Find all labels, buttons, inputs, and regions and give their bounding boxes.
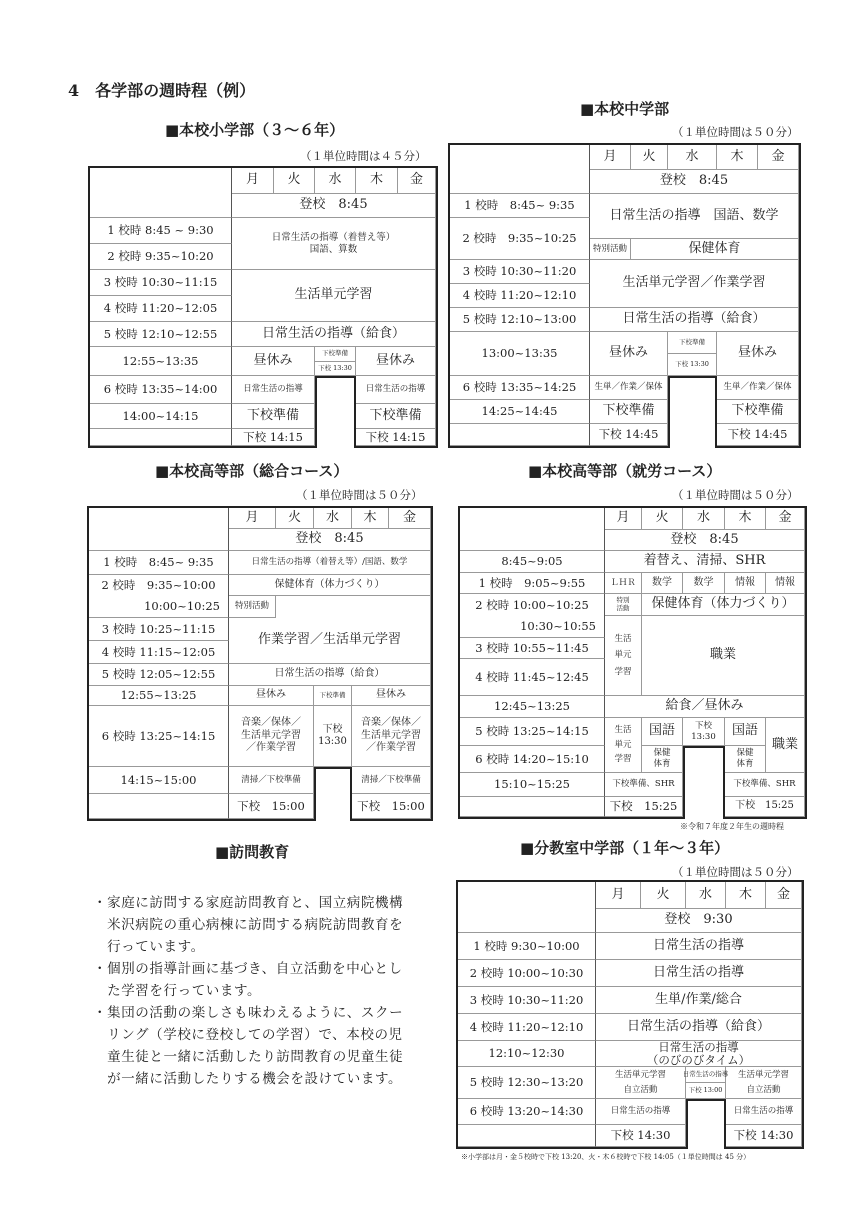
day-mon: 月 (232, 168, 274, 194)
activity-line: ／作業学習 (366, 742, 416, 754)
day-thu: 木 (352, 508, 389, 529)
special-activity (605, 594, 642, 616)
timetable-elementary (88, 166, 438, 448)
period-2: 2 校時 9:35~10:25 (450, 218, 590, 260)
section-heading: 4 各学部の週時程（例） (68, 81, 256, 100)
life-line: 単元 (614, 739, 632, 750)
prep: 下校準備、SHR (605, 773, 683, 797)
health-pe (642, 746, 683, 773)
prep: 下校準備 (590, 400, 668, 424)
day-fri: 金 (766, 508, 805, 530)
leave: 下校 15:25 (725, 797, 805, 817)
hp-line: 体育 (736, 759, 754, 769)
arrival: 登校 9:30 (596, 909, 802, 933)
cleaning-time: 14:15~15:00 (89, 767, 229, 794)
activity-3: 生単/作業/総合 (596, 987, 802, 1014)
day-thu: 木 (726, 882, 766, 909)
activity-line: 自立活動 (623, 1084, 658, 1095)
free-time: 12:10~12:30 (458, 1041, 596, 1067)
prep: 下校準備、SHR (725, 773, 805, 797)
special-activity: 特別活動 (590, 239, 631, 260)
activity-line: 日常生活の指導 (658, 1040, 739, 1055)
blank-cell (450, 424, 590, 446)
period-1: 1 校時 9:05~9:55 (460, 573, 605, 594)
t5-footnote: ※小学部は月・金５校時で下校 13:20、火・木６校時で下校 14:05（１単位時間は 45 分） (461, 1153, 751, 1161)
lunch-break: 昼休み (229, 686, 314, 706)
wed-prep: 下校準備 (314, 686, 352, 706)
activity-line: 自立活動 (746, 1084, 781, 1095)
cleaning: 清掃／下校準備 (229, 767, 314, 794)
health-pe: 保健体育（体力づくり） (642, 594, 805, 616)
t3-unit-note: （１単位時間は５０分） (296, 488, 423, 502)
arrival: 登校 8:45 (229, 529, 431, 551)
period-5: 5 校時 12:10~13:00 (450, 308, 590, 332)
blank-cell (90, 429, 232, 446)
prep-time: 14:00~14:15 (90, 404, 232, 429)
leave: 下校 14:30 (726, 1125, 802, 1147)
period-6: 6 校時 13:35~14:00 (90, 376, 232, 404)
blank-cell (460, 797, 605, 817)
japanese: 国語 (725, 718, 766, 746)
day-tue: 火 (631, 145, 668, 170)
wed-early-leave (668, 332, 717, 376)
life-unit-study (605, 616, 642, 696)
wed-empty (314, 767, 352, 821)
activity-5: 日常生活の指導（給食） (229, 664, 431, 686)
life-line: 生活 (614, 634, 632, 645)
period-2: 2 校時 10:00~10:30 (458, 960, 596, 987)
activity-6: 日常生活の指導 (356, 376, 436, 404)
wed-early-leave (682, 1067, 729, 1099)
activity-line: ／作業学習 (246, 742, 296, 754)
day-tue: 火 (276, 508, 314, 529)
period-1: 1 校時 8:45 ~ 9:30 (90, 218, 232, 244)
period-1: 1 校時 8:45~ 9:35 (450, 194, 590, 218)
period-2: 2 校時 9:35~10:20 (90, 244, 232, 270)
leave-label: 下校 (322, 723, 343, 735)
leave: 下校 15:00 (229, 794, 314, 819)
period-5: 5 校時 12:05~12:55 (89, 664, 229, 686)
period-6: 6 校時 13:20~14:30 (458, 1099, 596, 1125)
activity-1-2: 日常生活の指導 国語、数学 (590, 194, 799, 239)
leave: 下校 14:15 (356, 429, 436, 446)
day-thu: 木 (356, 168, 398, 194)
vocational: 職業 (766, 718, 805, 773)
period-2b-time: 10:30~10:55 (520, 619, 596, 634)
lunch-break: 昼休み (356, 347, 436, 376)
wed-empty (683, 746, 725, 819)
activity-3-4: 作業学習／生活単元学習 (229, 618, 431, 664)
day-tue: 火 (642, 508, 683, 530)
period-5: 5 校時 13:25~14:15 (460, 718, 605, 746)
activity-line: 生活単元学習 (737, 1070, 789, 1081)
period-2-time: 2 校時 9:35~10:00 (101, 578, 216, 593)
activity-line: 音楽／保体／ (241, 717, 301, 729)
period-3: 3 校時 10:55~11:45 (460, 638, 605, 659)
arrival: 登校 8:45 (590, 170, 799, 194)
period-2-time: 2 校時 10:00~10:25 (475, 597, 589, 612)
lunch-break-time: 12:55~13:25 (89, 686, 229, 706)
info: 情報 (766, 573, 805, 594)
vocational: 職業 (642, 616, 805, 696)
day-fri: 金 (389, 508, 431, 529)
activity-line: 国語、算数 (309, 243, 358, 255)
period-3: 3 校時 10:30~11:20 (450, 260, 590, 284)
day-mon: 月 (605, 508, 642, 530)
period-4: 4 校時 11:20~12:05 (90, 296, 232, 322)
prep: 下校準備 (232, 404, 315, 429)
day-wed: 水 (683, 508, 725, 530)
activity-5: 日常生活の指導（給食） (590, 308, 799, 332)
special-activity: 特別活動 (229, 596, 276, 618)
blank-cell (276, 596, 431, 618)
lunch-break: 昼休み (717, 332, 799, 376)
day-fri: 金 (758, 145, 799, 170)
lunch-break-time: 13:00~13:35 (450, 332, 590, 376)
period-1: 1 校時 8:45~ 9:35 (89, 551, 229, 575)
activity-1: 日常生活の指導 (596, 933, 802, 960)
activity-6: 日常生活の指導 (726, 1099, 802, 1125)
corner-cell (458, 882, 596, 933)
prep: 下校準備 (356, 404, 436, 429)
timetable-branch-junior-high (456, 880, 804, 1149)
hp-line: 保健 (653, 748, 671, 759)
period-2b-time: 10:00~10:25 (144, 599, 220, 614)
text-line: ・家庭に訪問する家庭訪問教育と、国立病院機構 (93, 895, 404, 911)
day-wed: 水 (668, 145, 717, 170)
activity-1: 日常生活の指導（着替え等）/国語、数学 (229, 551, 431, 575)
text-line: ・個別の指導計画に基づき、自立活動を中心とし (93, 961, 403, 977)
day-fri: 金 (398, 168, 436, 194)
life-line: 単元 (614, 650, 632, 661)
prep-time: 15:10~15:25 (460, 773, 605, 797)
free-activity (596, 1041, 802, 1067)
activity-3-4: 生活単元学習／作業学習 (590, 260, 799, 308)
activity-5 (596, 1067, 686, 1099)
t1-unit-note: （１単位時間は４５分） (300, 149, 427, 163)
leave-time: 13:30 (691, 731, 716, 742)
period-4: 4 校時 11:15~12:05 (89, 641, 229, 664)
arrival: 登校 8:45 (232, 194, 436, 218)
day-tue: 火 (274, 168, 315, 194)
activity-line: 生活単元学習 (241, 729, 301, 741)
wed-empty (686, 1099, 726, 1149)
day-wed: 水 (314, 508, 352, 529)
japanese: 国語 (642, 718, 683, 746)
health-pe (725, 746, 766, 773)
period-4: 4 校時 11:45~12:45 (460, 659, 605, 696)
timetable-high-employment (458, 506, 807, 819)
blank-cell (89, 794, 229, 819)
lunch-break: 昼休み (352, 686, 431, 706)
prep-label: 下校準備 (668, 332, 716, 354)
period-3: 3 校時 10:30~11:20 (458, 987, 596, 1014)
morning-activity: 着替え、清掃、SHR (605, 551, 805, 573)
lunch-time: 12:45~13:25 (460, 696, 605, 718)
activity-6 (352, 706, 431, 767)
health-pe: 保健体育 (631, 239, 799, 260)
t2-title: ■本校中学部 (580, 100, 670, 118)
leave-time: 13:30 (318, 736, 347, 747)
text-line: が一緒に活動したりする機会を設けています。 (93, 1071, 403, 1087)
lunch-break: 昼休み (232, 347, 315, 376)
period-3: 3 校時 10:30~11:15 (90, 270, 232, 296)
text-line: リング（学校に登校しての学習）で、本校の児 (93, 1027, 403, 1043)
corner-cell (90, 168, 232, 218)
math: 数学 (642, 573, 683, 594)
wed-empty (668, 376, 717, 448)
life-line: 学習 (614, 754, 632, 765)
leave-label: 下校 13:00 (688, 1085, 723, 1094)
leave: 下校 15:25 (605, 797, 683, 817)
period-1: 1 校時 9:30~10:00 (458, 933, 596, 960)
leave: 下校 14:45 (590, 424, 668, 446)
period-6: 6 校時 14:20~15:10 (460, 746, 605, 773)
visit-description (93, 892, 403, 1090)
t4-title: ■本校高等部（就労コース） (528, 462, 722, 480)
corner-cell (89, 508, 229, 551)
period-5: 5 校時 12:30~13:20 (458, 1067, 596, 1099)
timetable-high-general (87, 506, 433, 821)
period-4: 4 校時 11:20~12:10 (458, 1014, 596, 1041)
lhr: ＬＨＲ (605, 573, 642, 594)
text-line: ・集団の活動の楽しさも味わえるように、スクー (93, 1005, 404, 1021)
text-line: た学習を行っています。 (93, 983, 262, 999)
activity-3-4: 生活単元学習 (232, 270, 436, 322)
period-3: 3 校時 10:25~11:15 (89, 618, 229, 641)
prep-time: 14:25~14:45 (450, 400, 590, 424)
t4-unit-note: （１単位時間は５０分） (672, 488, 799, 502)
lunch-break-time: 12:55~13:35 (90, 347, 232, 376)
hp-line: 保健 (736, 748, 754, 759)
activity-6 (229, 706, 314, 767)
activity-line: 生活単元学習 (614, 1070, 666, 1081)
wed-empty (315, 376, 356, 448)
day-mon: 月 (596, 882, 641, 909)
leave-label: 下校 13:30 (318, 363, 352, 372)
leave: 下校 14:30 (596, 1125, 686, 1147)
morning-time: 8:45~9:05 (460, 551, 605, 573)
leave: 下校 15:00 (352, 794, 431, 819)
corner-cell (450, 145, 590, 194)
visit-title: ■訪問教育 (215, 843, 290, 861)
lunch-break: 給食／昼休み (605, 696, 805, 718)
prep-label: 下校準備 (315, 347, 355, 362)
prep: 下校準備 (717, 400, 799, 424)
life-unit-study (605, 718, 642, 773)
life-line: 生活 (614, 725, 632, 736)
text-line: 童生徒と一緒に活動したり訪問教育の児童生徒 (93, 1049, 404, 1065)
day-thu: 木 (717, 145, 758, 170)
activity-line: 日常生活の指導（着替え等） (271, 231, 396, 243)
leave-label: 下校 13:30 (675, 359, 709, 368)
day-tue: 火 (641, 882, 686, 909)
hp-line: 体育 (653, 759, 671, 769)
wed-leave (683, 718, 725, 746)
info: 情報 (725, 573, 766, 594)
t5-title: ■分教室中学部（１年～３年） (520, 839, 730, 857)
activity-6: 日常生活の指導 (232, 376, 315, 404)
corner-cell (460, 508, 605, 551)
daily-label: 日常生活の指導 (686, 1067, 725, 1083)
wed-early-leave (315, 347, 356, 376)
activity-5: 日常生活の指導（給食） (232, 322, 436, 347)
cleaning: 清掃／下校準備 (352, 767, 431, 794)
lunch-break: 昼休み (590, 332, 668, 376)
day-fri: 金 (766, 882, 802, 909)
text-line: 行っています。 (93, 939, 205, 955)
blank-cell (458, 1125, 596, 1147)
period-5: 5 校時 12:10~12:55 (90, 322, 232, 347)
text-line: 米沢病院の重心病棟に訪問する病院訪問教育を (93, 917, 404, 933)
period-4: 4 校時 11:20~12:10 (450, 284, 590, 308)
period-6: 6 校時 13:35~14:25 (450, 376, 590, 400)
day-wed: 水 (315, 168, 356, 194)
activity-1-2 (232, 218, 436, 270)
day-mon: 月 (590, 145, 631, 170)
activity-4: 日常生活の指導（給食） (596, 1014, 802, 1041)
activity-6: 日常生活の指導 (596, 1099, 686, 1125)
arrival: 登校 8:45 (605, 530, 805, 551)
activity-2: 日常生活の指導 (596, 960, 802, 987)
timetable-junior-high (448, 143, 801, 448)
day-thu: 木 (725, 508, 766, 530)
period-6: 6 校時 13:25~14:15 (89, 706, 229, 767)
period-2 (89, 575, 229, 618)
t2-unit-note: （１単位時間は５０分） (672, 125, 799, 139)
t4-footnote: ※令和７年度２年生の週時程 (680, 822, 784, 831)
day-wed: 水 (686, 882, 726, 909)
health-pe: 保健体育（体力づくり） (229, 575, 431, 596)
day-mon: 月 (229, 508, 276, 529)
activity-line: 音楽／保体／ (361, 717, 421, 729)
leave: 下校 14:45 (717, 424, 799, 446)
special-line: 特別 (616, 596, 630, 605)
leave-label: 下校 (694, 720, 712, 731)
t1-title: ■本校小学部（３～６年） (165, 121, 345, 139)
special-line: 活動 (616, 603, 630, 612)
activity-line: （のびのびタイム） (646, 1052, 751, 1067)
activity-5 (726, 1067, 802, 1099)
t3-title: ■本校高等部（総合コース） (155, 462, 349, 480)
t5-unit-note: （１単位時間は５０分） (672, 865, 799, 879)
math: 数学 (683, 573, 725, 594)
life-line: 学習 (614, 666, 632, 677)
period-2 (460, 594, 605, 638)
activity-line: 生活単元学習 (361, 729, 421, 741)
activity-6: 生単／作業／保体 (717, 376, 799, 400)
wed-leave (314, 706, 352, 767)
leave: 下校 14:15 (232, 429, 315, 446)
activity-6: 生単／作業／保体 (590, 376, 668, 400)
